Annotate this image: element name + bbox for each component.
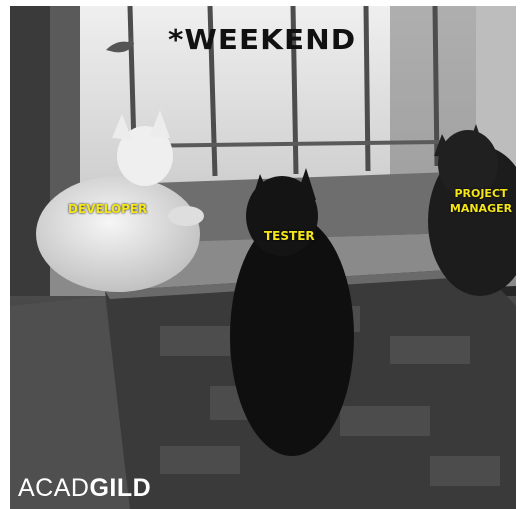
watermark-part-acad: ACAD <box>18 474 90 502</box>
project-manager-label-line1: PROJECT <box>454 187 508 200</box>
photo-scene <box>10 6 516 509</box>
cats-at-window-photo <box>10 6 516 509</box>
project-manager-label-line2: MANAGER <box>449 201 513 215</box>
project-manager-label <box>444 187 516 217</box>
watermark-part-gild: GILD <box>89 474 152 502</box>
tester-label: TESTER <box>264 229 315 243</box>
acadgild-watermark <box>18 476 151 501</box>
developer-label: DEVELOPER <box>68 202 148 216</box>
weekend-caption: *WEEKEND <box>168 23 357 56</box>
